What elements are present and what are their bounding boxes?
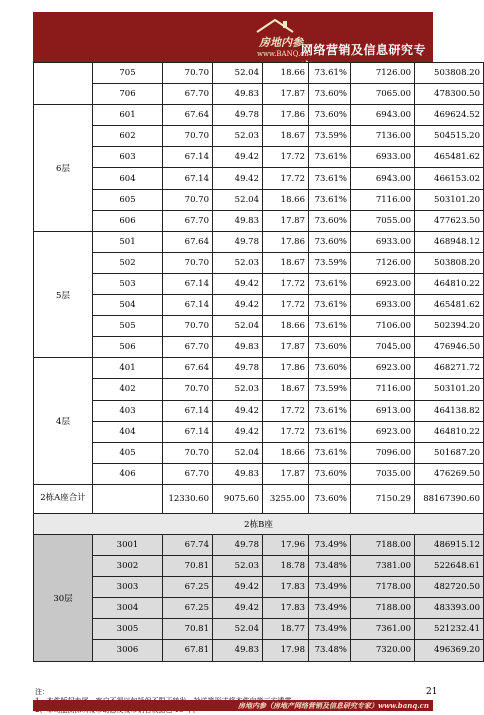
shared-area-cell: 18.67 bbox=[263, 126, 309, 147]
total-price-cell: 468271.72 bbox=[415, 358, 484, 379]
unit-cell: 504 bbox=[93, 295, 163, 316]
usable-area-cell: 49.83 bbox=[213, 463, 263, 484]
unit-cell: 3006 bbox=[93, 640, 163, 661]
unit-cell: 705 bbox=[93, 63, 163, 84]
ratio-cell: 73.61% bbox=[309, 316, 351, 337]
total-price-cell: 503101.20 bbox=[415, 379, 484, 400]
area-cell: 67.14 bbox=[163, 421, 213, 442]
usable-area-cell: 52.04 bbox=[213, 619, 263, 640]
total-price-cell: 522648.61 bbox=[415, 556, 484, 577]
header-org-title: 网络营销及信息研究专家 bbox=[301, 43, 427, 74]
price-cell: 7381.00 bbox=[351, 556, 415, 577]
usable-area-cell: 52.04 bbox=[213, 316, 263, 337]
ratio-cell: 73.59% bbox=[309, 379, 351, 400]
ratio-cell: 73.61% bbox=[309, 273, 351, 294]
total-price-cell: 7150.29 bbox=[351, 484, 415, 513]
area-cell: 70.70 bbox=[163, 316, 213, 337]
price-cell: 6943.00 bbox=[351, 105, 415, 126]
total-total-price-cell: 88167390.60 bbox=[415, 484, 484, 513]
unit-cell: 601 bbox=[93, 105, 163, 126]
total-price-cell: 464810.22 bbox=[415, 273, 484, 294]
price-cell: 7116.00 bbox=[351, 379, 415, 400]
table-row bbox=[34, 84, 484, 105]
ratio-cell: 73.59% bbox=[309, 126, 351, 147]
ratio-cell: 73.61% bbox=[309, 63, 351, 84]
logo-url: www.BANQ.cn bbox=[257, 50, 309, 58]
total-price-cell: 503808.20 bbox=[415, 63, 484, 84]
usable-area-cell: 49.83 bbox=[213, 640, 263, 661]
table-row bbox=[34, 379, 484, 400]
table-row bbox=[34, 337, 484, 358]
shared-area-cell: 17.72 bbox=[263, 400, 309, 421]
total-price-cell: 476269.50 bbox=[415, 463, 484, 484]
price-cell: 6913.00 bbox=[351, 400, 415, 421]
area-cell: 70.81 bbox=[163, 556, 213, 577]
price-cell: 7136.00 bbox=[351, 126, 415, 147]
unit-cell: 3003 bbox=[93, 577, 163, 598]
total-price-cell: 503101.20 bbox=[415, 189, 484, 210]
shared-area-cell: 17.96 bbox=[263, 534, 309, 555]
ratio-cell: 73.60% bbox=[309, 210, 351, 231]
price-cell: 7035.00 bbox=[351, 463, 415, 484]
floor-label-cell: 5层 bbox=[34, 231, 93, 358]
unit-cell: 402 bbox=[93, 379, 163, 400]
shared-area-cell: 17.86 bbox=[263, 105, 309, 126]
total-price-cell: 501687.20 bbox=[415, 442, 484, 463]
total-price-cell: 483393.00 bbox=[415, 598, 484, 619]
area-cell: 70.70 bbox=[163, 379, 213, 400]
shared-area-cell: 17.98 bbox=[263, 640, 309, 661]
total-price-cell: 464138.82 bbox=[415, 400, 484, 421]
ratio-cell: 73.49% bbox=[309, 598, 351, 619]
table-row bbox=[34, 619, 484, 640]
ratio-cell: 73.61% bbox=[309, 189, 351, 210]
ratio-cell: 73.59% bbox=[309, 252, 351, 273]
ratio-cell: 73.61% bbox=[309, 147, 351, 168]
table-row bbox=[34, 400, 484, 421]
ratio-cell: 73.60% bbox=[309, 337, 351, 358]
price-cell: 7126.00 bbox=[351, 252, 415, 273]
area-cell: 67.70 bbox=[163, 210, 213, 231]
total-price-cell: 482720.50 bbox=[415, 577, 484, 598]
table-row bbox=[34, 598, 484, 619]
price-cell: 6923.00 bbox=[351, 273, 415, 294]
usable-area-cell: 52.04 bbox=[213, 442, 263, 463]
usable-area-cell: 49.83 bbox=[213, 84, 263, 105]
shared-area-cell: 17.72 bbox=[263, 168, 309, 189]
unit-cell: 706 bbox=[93, 84, 163, 105]
total-price-cell: 503808.20 bbox=[415, 252, 484, 273]
area-cell: 67.14 bbox=[163, 273, 213, 294]
area-cell: 70.70 bbox=[163, 63, 213, 84]
area-cell: 67.81 bbox=[163, 640, 213, 661]
table-row bbox=[34, 316, 484, 337]
unit-cell: 605 bbox=[93, 189, 163, 210]
table-row bbox=[34, 295, 484, 316]
price-cell: 7188.00 bbox=[351, 598, 415, 619]
shared-area-cell: 17.83 bbox=[263, 598, 309, 619]
price-cell: 6923.00 bbox=[351, 421, 415, 442]
area-cell: 67.74 bbox=[163, 534, 213, 555]
ratio-cell: 73.60% bbox=[309, 463, 351, 484]
sales-table bbox=[33, 62, 484, 662]
table-row bbox=[34, 577, 484, 598]
unit-cell: 3002 bbox=[93, 556, 163, 577]
area-cell: 67.64 bbox=[163, 358, 213, 379]
shared-area-cell: 17.87 bbox=[263, 463, 309, 484]
total-price-cell: 477623.50 bbox=[415, 210, 484, 231]
total-price-cell: 465481.62 bbox=[415, 147, 484, 168]
usable-area-cell: 52.03 bbox=[213, 252, 263, 273]
shared-area-cell: 17.72 bbox=[263, 421, 309, 442]
table-row bbox=[34, 63, 484, 84]
area-cell: 67.14 bbox=[163, 168, 213, 189]
usable-area-cell: 49.83 bbox=[213, 337, 263, 358]
unit-cell: 405 bbox=[93, 442, 163, 463]
shared-area-cell: 17.86 bbox=[263, 358, 309, 379]
notes-title: 注： bbox=[35, 688, 49, 696]
table-row bbox=[34, 210, 484, 231]
shared-area-cell: 18.78 bbox=[263, 556, 309, 577]
unit-cell: 403 bbox=[93, 400, 163, 421]
shared-area-cell: 17.83 bbox=[263, 577, 309, 598]
total-shared-area-cell: 3255.00 bbox=[263, 484, 309, 513]
ratio-cell: 73.49% bbox=[309, 619, 351, 640]
table-row bbox=[34, 273, 484, 294]
usable-area-cell: 49.42 bbox=[213, 168, 263, 189]
table-row bbox=[34, 358, 484, 379]
shared-area-cell: 17.87 bbox=[263, 337, 309, 358]
price-cell: 6943.00 bbox=[351, 168, 415, 189]
area-cell: 70.70 bbox=[163, 126, 213, 147]
usable-area-cell: 49.42 bbox=[213, 273, 263, 294]
table-row bbox=[34, 556, 484, 577]
usable-area-cell: 49.42 bbox=[213, 577, 263, 598]
unit-cell: 603 bbox=[93, 147, 163, 168]
shared-area-cell: 18.67 bbox=[263, 379, 309, 400]
total-label-cell: 2栋A座合计 bbox=[34, 484, 93, 513]
area-cell: 67.70 bbox=[163, 463, 213, 484]
total-price-cell: 466153.02 bbox=[415, 168, 484, 189]
area-cell: 67.25 bbox=[163, 598, 213, 619]
price-cell: 7116.00 bbox=[351, 189, 415, 210]
section-title-cell: 2栋B座 bbox=[34, 513, 484, 534]
floor-label-cell: 6层 bbox=[34, 105, 93, 232]
unit-cell: 401 bbox=[93, 358, 163, 379]
price-cell: 7178.00 bbox=[351, 577, 415, 598]
table-row bbox=[34, 534, 484, 555]
shared-area-cell: 18.66 bbox=[263, 189, 309, 210]
total-price-cell: 464810.22 bbox=[415, 421, 484, 442]
total-price-cell: 465481.62 bbox=[415, 295, 484, 316]
usable-area-cell: 49.42 bbox=[213, 598, 263, 619]
ratio-cell: 73.60% bbox=[309, 84, 351, 105]
price-cell: 7361.00 bbox=[351, 619, 415, 640]
area-cell: 67.14 bbox=[163, 400, 213, 421]
usable-area-cell: 49.83 bbox=[213, 210, 263, 231]
usable-area-cell: 52.04 bbox=[213, 189, 263, 210]
total-price-cell: 504515.20 bbox=[415, 126, 484, 147]
unit-cell: 606 bbox=[93, 210, 163, 231]
total-price-cell: 476946.50 bbox=[415, 337, 484, 358]
area-cell: 70.70 bbox=[163, 252, 213, 273]
total-price-cell: 502394.20 bbox=[415, 316, 484, 337]
table-row bbox=[34, 147, 484, 168]
price-cell: 6933.00 bbox=[351, 231, 415, 252]
table-row bbox=[34, 189, 484, 210]
price-cell: 7045.00 bbox=[351, 337, 415, 358]
usable-area-cell: 52.04 bbox=[213, 63, 263, 84]
unit-cell: 406 bbox=[93, 463, 163, 484]
ratio-cell: 73.60% bbox=[309, 231, 351, 252]
usable-area-cell: 49.78 bbox=[213, 358, 263, 379]
ratio-cell: 73.60% bbox=[309, 105, 351, 126]
table-row bbox=[34, 168, 484, 189]
shared-area-cell: 18.67 bbox=[263, 252, 309, 273]
area-cell: 67.25 bbox=[163, 577, 213, 598]
ratio-cell: 73.61% bbox=[309, 400, 351, 421]
unit-cell: 3005 bbox=[93, 619, 163, 640]
unit-cell: 501 bbox=[93, 231, 163, 252]
unit-cell: 3001 bbox=[93, 534, 163, 555]
ratio-cell: 73.61% bbox=[309, 421, 351, 442]
shared-area-cell: 18.66 bbox=[263, 442, 309, 463]
table-row bbox=[34, 463, 484, 484]
floor-label-cell: 30层 bbox=[34, 534, 93, 661]
shared-area-cell: 17.72 bbox=[263, 273, 309, 294]
table-row bbox=[34, 105, 484, 126]
ratio-cell: 73.61% bbox=[309, 442, 351, 463]
total-price-cell: 496369.20 bbox=[415, 640, 484, 661]
price-cell: 7188.00 bbox=[351, 534, 415, 555]
price-cell: 7126.00 bbox=[351, 63, 415, 84]
price-cell: 7055.00 bbox=[351, 210, 415, 231]
usable-area-cell: 52.03 bbox=[213, 126, 263, 147]
price-cell: 6933.00 bbox=[351, 147, 415, 168]
shared-area-cell: 18.66 bbox=[263, 63, 309, 84]
section-header-row bbox=[34, 513, 484, 534]
ratio-cell: 73.48% bbox=[309, 640, 351, 661]
usable-area-cell: 49.42 bbox=[213, 421, 263, 442]
area-cell: 70.70 bbox=[163, 189, 213, 210]
ratio-cell: 73.61% bbox=[309, 295, 351, 316]
table-row bbox=[34, 126, 484, 147]
ratio-cell: 73.61% bbox=[309, 168, 351, 189]
usable-area-cell: 52.03 bbox=[213, 379, 263, 400]
ratio-cell: 73.49% bbox=[309, 577, 351, 598]
page-number: 21 bbox=[426, 687, 438, 697]
area-cell: 67.14 bbox=[163, 295, 213, 316]
price-cell: 7320.00 bbox=[351, 640, 415, 661]
ratio-cell: 73.48% bbox=[309, 556, 351, 577]
unit-cell: 503 bbox=[93, 273, 163, 294]
shared-area-cell: 17.87 bbox=[263, 84, 309, 105]
table-row bbox=[34, 421, 484, 442]
ratio-cell: 73.49% bbox=[309, 534, 351, 555]
area-cell: 70.70 bbox=[163, 442, 213, 463]
price-cell: 6923.00 bbox=[351, 358, 415, 379]
usable-area-cell: 49.42 bbox=[213, 147, 263, 168]
table-row bbox=[34, 231, 484, 252]
unit-cell: 502 bbox=[93, 252, 163, 273]
shared-area-cell: 18.66 bbox=[263, 316, 309, 337]
unit-cell: 604 bbox=[93, 168, 163, 189]
floor-label-cell: 4层 bbox=[34, 358, 93, 485]
total-unit-cell bbox=[93, 484, 163, 513]
usable-area-cell: 49.78 bbox=[213, 231, 263, 252]
usable-area-cell: 49.78 bbox=[213, 105, 263, 126]
price-cell: 7065.00 bbox=[351, 84, 415, 105]
price-cell: 7096.00 bbox=[351, 442, 415, 463]
total-price-cell: 469624.52 bbox=[415, 105, 484, 126]
shared-area-cell: 17.86 bbox=[263, 231, 309, 252]
total-price-cell: 478300.50 bbox=[415, 84, 484, 105]
logo-text: 房地内参 bbox=[259, 36, 303, 49]
area-cell: 67.70 bbox=[163, 337, 213, 358]
area-cell: 67.70 bbox=[163, 84, 213, 105]
area-cell: 70.81 bbox=[163, 619, 213, 640]
area-cell: 67.64 bbox=[163, 231, 213, 252]
table-row bbox=[34, 252, 484, 273]
total-area-cell: 12330.60 bbox=[163, 484, 213, 513]
unit-cell: 404 bbox=[93, 421, 163, 442]
unit-cell: 3004 bbox=[93, 598, 163, 619]
area-cell: 67.14 bbox=[163, 147, 213, 168]
usable-area-cell: 49.42 bbox=[213, 400, 263, 421]
unit-cell: 602 bbox=[93, 126, 163, 147]
shared-area-cell: 17.72 bbox=[263, 147, 309, 168]
ratio-cell: 73.60% bbox=[309, 358, 351, 379]
shared-area-cell: 18.77 bbox=[263, 619, 309, 640]
total-row bbox=[34, 484, 484, 513]
shared-area-cell: 17.87 bbox=[263, 210, 309, 231]
total-price-cell: 468948.12 bbox=[415, 231, 484, 252]
unit-cell: 506 bbox=[93, 337, 163, 358]
usable-area-cell: 52.03 bbox=[213, 556, 263, 577]
footer-banner: 房地内参（房地产网络营销及信息研究专家）www.banq.cn bbox=[33, 700, 433, 711]
area-cell: 67.64 bbox=[163, 105, 213, 126]
total-usable-area-cell: 9075.60 bbox=[213, 484, 263, 513]
price-cell: 7106.00 bbox=[351, 316, 415, 337]
floor-label-cell bbox=[34, 63, 93, 105]
usable-area-cell: 49.78 bbox=[213, 534, 263, 555]
total-price-cell: 521232.41 bbox=[415, 619, 484, 640]
unit-cell: 505 bbox=[93, 316, 163, 337]
usable-area-cell: 49.42 bbox=[213, 295, 263, 316]
shared-area-cell: 17.72 bbox=[263, 295, 309, 316]
total-price-cell: 486915.12 bbox=[415, 534, 484, 555]
table-row bbox=[34, 640, 484, 661]
table-row bbox=[34, 442, 484, 463]
total-ratio-cell: 73.60% bbox=[309, 484, 351, 513]
price-cell: 6933.00 bbox=[351, 295, 415, 316]
